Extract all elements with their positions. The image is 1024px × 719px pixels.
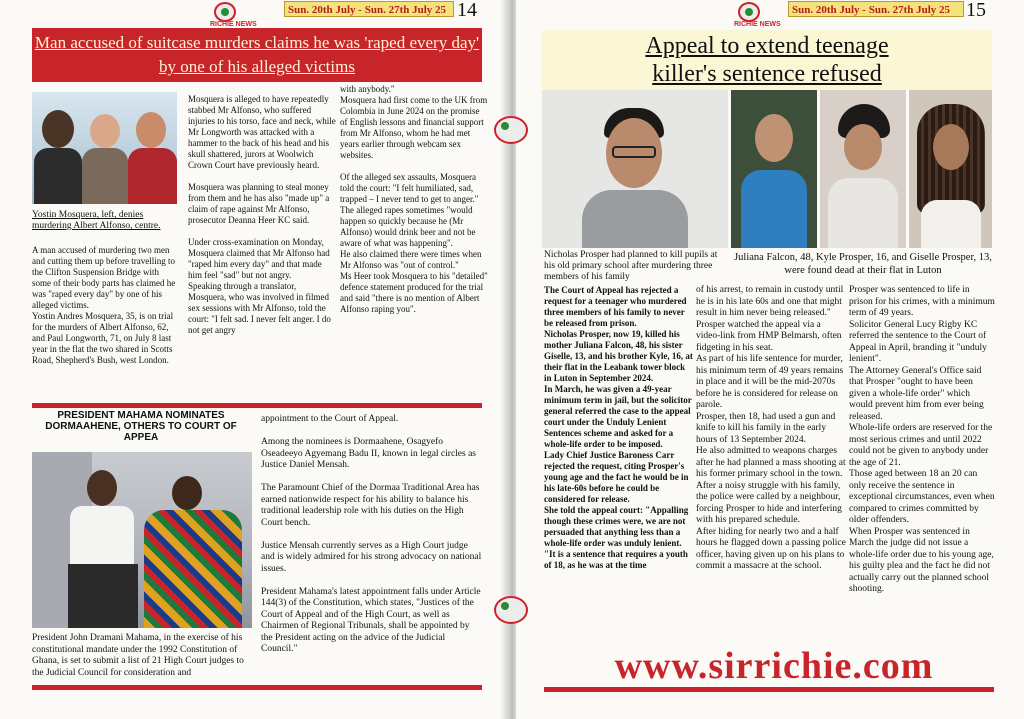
article-column-3: with anybody." Mosquera had first come to the UK from Colombia in June 2024 on the promise of English lessons and financial support from Mr Alfonso, whom he had met years earlier through webcam sex websites. Of the alleged sex assaults, Mosquera told the court: "I felt humiliated, sad, trapped – I never tend to get to anger." The alleged rapes sometimes "would happen so quickly because he (Mr Alfonso) would drink beer and not be aware of what was happening". He also claimed there were times when Mr Alfonso was "out of control." Ms Heer took Mosquera to his "detailed" defence statement produced for the trial and said "there is no mention of Albert Alfonso raping you". — [340, 84, 488, 314]
sub-headline: PRESIDENT MAHAMA NOMINATES DORMAAHENE, OTHERS TO COURT OF APPEA — [45, 410, 237, 443]
page-number: 14 — [457, 0, 477, 21]
issue-date: Sun. 20th July - Sun. 27th July 25 — [788, 1, 964, 17]
headline-line-1: Appeal to extend teenage — [645, 33, 889, 59]
website-url[interactable]: www.sirrichie.com — [614, 645, 934, 687]
footer-divider — [544, 687, 994, 692]
prosper-photo — [542, 90, 728, 248]
section-divider — [32, 403, 482, 408]
article-headline: Man accused of suitcase murders claims he was 'raped every day' by one of his alleged victims — [32, 28, 482, 82]
richie-news-logo-icon — [494, 596, 528, 624]
richie-news-logo-icon — [738, 2, 760, 22]
headline-line-2: killer's sentence refused — [652, 61, 882, 87]
footer-divider — [32, 685, 482, 690]
photo-caption-left: Nicholas Prosper had planned to kill pupils at his old primary school after murdering three members of his family — [544, 250, 718, 282]
issue-date: Sun. 20th July - Sun. 27th July 25 — [284, 1, 454, 17]
page-number: 15 — [966, 0, 986, 21]
mahama-photo — [32, 452, 252, 628]
article-headline — [542, 32, 992, 88]
suspect-photo — [32, 92, 177, 204]
article-column-2: of his arrest, to remain in custody until he is in his late 60s and one that might result in him never being released." Prosper watched the appeal via a video-link from HMP Belmarsh, often fidgeting in his seat. As part of his life sentence for murder, his minimum term of 49 years remains in place and it will be the mid-2070s before he is considered for release on parole. Prosper, then 18, had used a gun and knife to kill his family in the early hours of 13 September 2024. He also admitted to weapons charges after he had planned a mass shooting at his former primary school in the town. After a noisy struggle with his family, the police were called by a neighbour, forcing Prosper to hide and interfering with his prepared schedule. After hiding for nearly two and a half hours he flagged down a passing police officer, having given up on his plans to commit a massacre at the school. — [696, 285, 846, 571]
photo-caption-right: Juliana Falcon, 48, Kyle Prosper, 16, and Giselle Prosper, 13, were found dead at their flat in Luton — [734, 252, 992, 276]
left-page — [0, 0, 508, 719]
giselle-photo — [909, 90, 992, 248]
richie-news-logo-icon — [214, 2, 236, 22]
sub-article-column: appointment to the Court of Appeal. Among the nominees is Dormaahene, Osagyefo Oseadeeyo Agyemang Badu II, known in legal circles as Justice Daniel Mensah. The Paramount Chief of the Dormaa Traditional Area has earned nationwide respect for his ability to balance his traditional leadership role with his duties on the High Court bench. Justice Mensah currently serves as a High Court judge and is widely admired for his strong advocacy on national issues. President Mahama's latest appointment falls under Article 144(3) of the Constitution, which states, "Justices of the Court of Appeal and of the High Court, as well as Chairmen of Regional Tribunals, shall be appointed by the President acting on the advice of the Judicial Council." — [261, 414, 482, 654]
logo-text: RICHIE NEWS — [734, 21, 781, 28]
kyle-photo — [820, 90, 906, 248]
article-column-1: The Court of Appeal has rejected a request for a teenager who murdered three members of his family to never be released from prison. Nicholas Prosper, now 19, killed his mother Juliana Falcon, 48, his sister Giselle, 13, and his brother Kyle, 16, at their flat in the Leabank tower block in Luton in September 2024. In March, he was given a 49-year minimum term in jail, but the solicitor general referred the case to the appeal court under the Unduly Lenient Sentences scheme and asked for a whole-life order to be imposed. Lady Chief Justice Baroness Carr rejected the request, citing Prosper's young age and the fact he would be in his late-60s before he could be considered for release. She told the appeal court: "Appalling though these crimes were, we are not persuaded that anything less than a whole-life order was unduly lenient. "It is a sentence that requires a youth of 18, as he was at the time — [544, 285, 693, 570]
juliana-photo — [731, 90, 817, 248]
article-column-2: Mosquera is alleged to have repeatedly stabbed Mr Alfonso, who suffered injuries to his torso, face and neck, while Mr Longworth was attacked with a hammer to the back of his head and his skull shattered, jurors at Woolwich Crown Court have previously heard. Mosquera was planning to steal money from them and he has also "made up" a claim of rape against Mr Alfonso, prosecutor Deanna Heer KC said. Under cross-examination on Monday, Mosquera claimed that Mr Alfonso had "raped him every day" and that made him feel "sad" but not angry. Speaking through a translator, Mosquera, who was involved in filmed sex sessions with Mr Alfonso, told the court: "I felt sad. I never felt anger. I do not get angry — [188, 94, 336, 335]
richie-news-logo-icon — [494, 116, 528, 144]
photo-caption: Yostin Mosquera, left, denies murdering Albert Alfonso, centre. — [32, 210, 161, 231]
logo-text: RICHIE NEWS — [210, 21, 257, 28]
article-column-3: Prosper was sentenced to life in prison for his crimes, with a minimum term of 49 years. Solicitor General Lucy Rigby KC referred the sentence to the Court of Appeal in April, branding it "unduly lenient". The Attorney General's Office said that Prosper "ought to have been given a whole-life order" which would prevent him from ever being released. Whole-life orders are reserved for the most serious crimes and until 2022 could not be given to anybody under the age of 21. Those aged between 18 an 20 can only receive the sentence in exceptional circumstances, even when compared to crimes committed by older offenders. When Prosper was sentenced in March the judge did not issue a whole-life order due to his young age, his guilty plea and the fact he did not actually carry out the planned school shooting. — [849, 285, 995, 594]
article-column-1: A man accused of murdering two men and cutting them up before travelling to the Clifton Suspension Bridge with some of their body parts has claimed he was "raped every day" by one of his alleged victims. Yostin Andres Mosquera, 35, is on trial for the murders of Albert Alfonso, 62, and Paul Longworth, 71, on July 8 last year in the flat the two shared in Scotts Road, Shepherd's Bush, west London. — [32, 245, 176, 365]
sub-article-bottom: President John Dramani Mahama, in the exercise of his constitutional mandate under the 1992 Constitution of Ghana, is set to submit a list of 21 High Court judges to the Judicial Council for consideration and — [32, 633, 244, 678]
